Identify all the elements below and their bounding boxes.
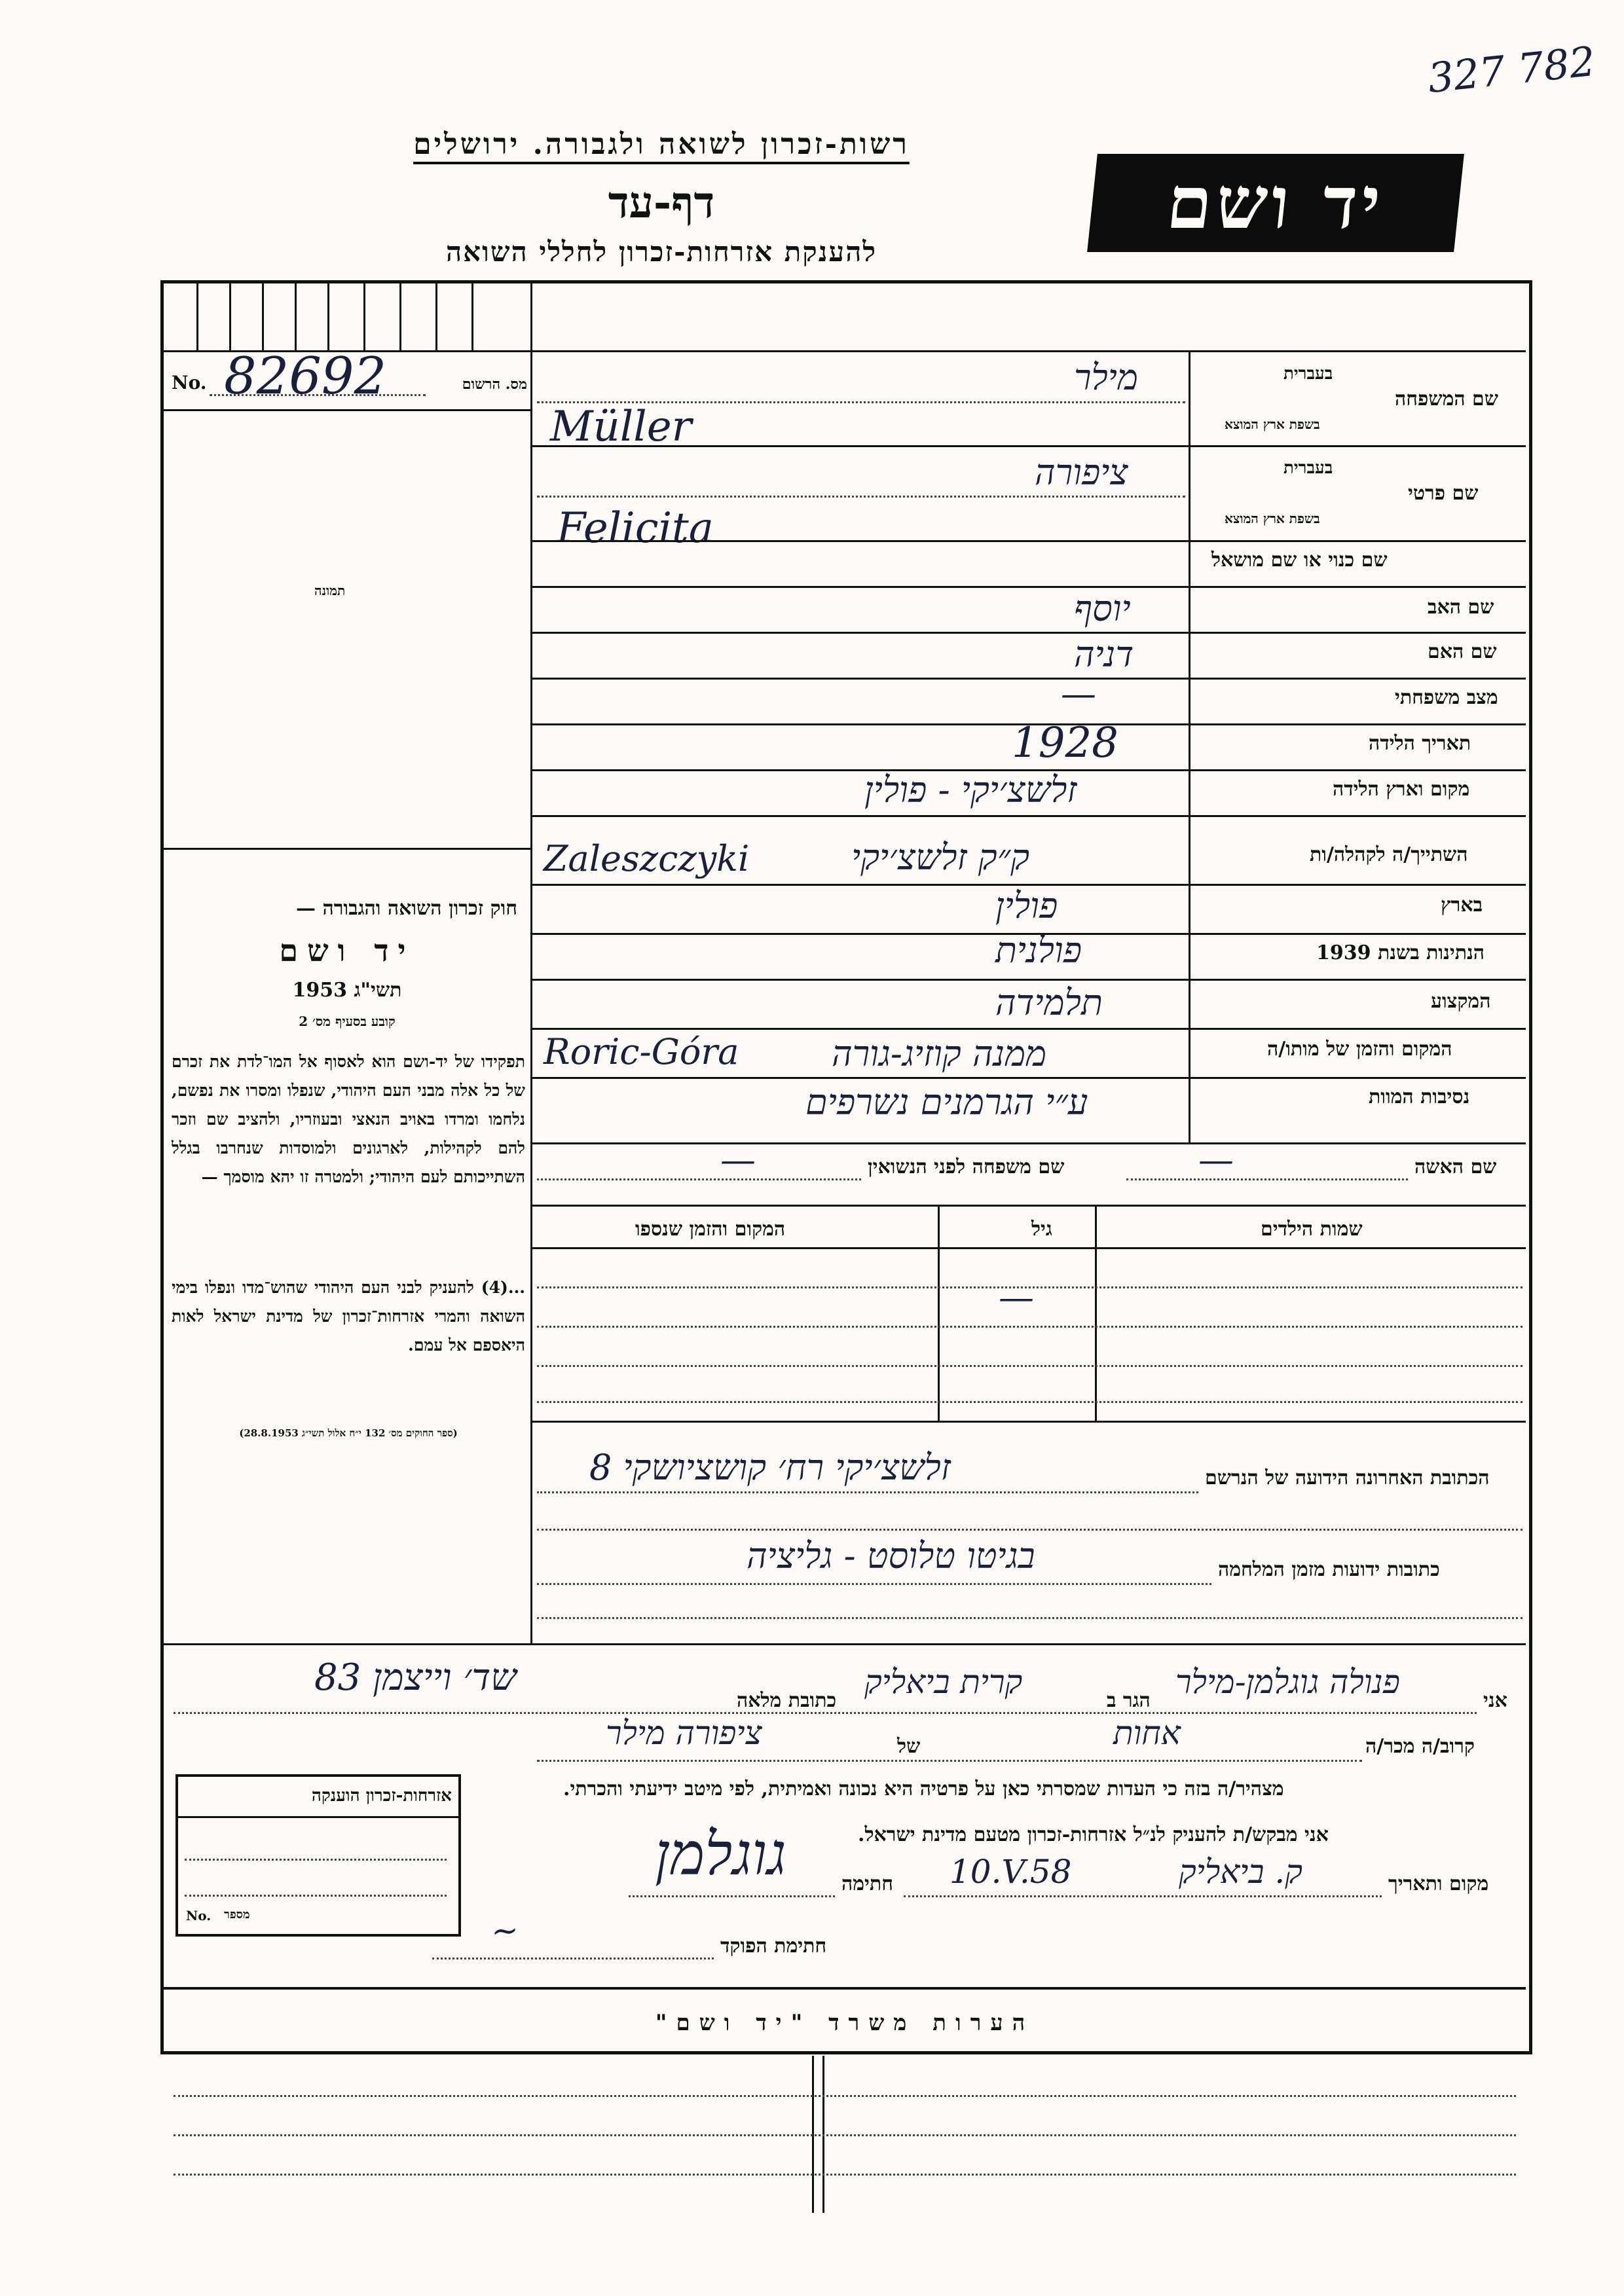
last-address-value: זלשצ׳יקי רח׳ קושציושקי 8: [589, 1447, 951, 1488]
label-divider: [1189, 350, 1190, 1142]
official-signature-mark: ~: [490, 1910, 520, 1951]
firstname-hebrew-label: בעברית: [1283, 458, 1333, 478]
firstname-label: שם פרטי: [1408, 482, 1479, 505]
declaration-line-1: מצהיר/ה בזה כי העדות שמסרתי כאן על פרטיה היא נכונה ואמיתית, לפי מיטב ידיעתי והכרתי.: [563, 1777, 1284, 1800]
law-name: יד ושם: [279, 933, 415, 968]
declarant-name: פנולה גוגלמן-מילר: [1175, 1663, 1400, 1701]
children-names-header: שמות הילדים: [1261, 1218, 1363, 1241]
community-hebrew: ק״ק זלשצ׳יקי: [851, 837, 1030, 878]
community-label: השתייך/ה לקהלה/ות: [1310, 843, 1468, 866]
children-place-header: המקום והזמן שנספו: [635, 1218, 786, 1241]
citizenship-label: הנתינות בשנת 1939: [1316, 941, 1485, 964]
firstname-hebrew: ציפורה: [1035, 452, 1128, 493]
grant-box-title: אזרחות-זכרון הוענקה: [311, 1786, 452, 1806]
yad-vashem-logo: [1087, 154, 1464, 252]
birthdate-value: 1928: [1012, 719, 1118, 767]
birthplace-value: זלשצ׳יקי - פולין: [864, 769, 1077, 811]
form-title: דף-עד: [608, 177, 715, 228]
firstname-latin: Felicita: [557, 504, 714, 553]
mother-name: דניה: [1074, 634, 1134, 675]
firstname-origin-label: בשפת ארץ המוצא: [1225, 511, 1320, 526]
law-citation: (ספר החוקים מס׳ 132 י״ח אלול תשי״ג 28.8.1953): [239, 1427, 458, 1439]
war-address-label: כתובות ידועות מזמן המלחמה: [1218, 1558, 1440, 1581]
surname-origin-label: בשפת ארץ המוצא: [1225, 416, 1320, 432]
relation-label: קרוב/ה מכר/ה: [1365, 1735, 1475, 1758]
mother-label: שם האם: [1428, 640, 1497, 663]
place-value: ק. ביאליק: [1179, 1853, 1303, 1891]
child-age-2: —: [999, 1277, 1034, 1318]
full-address-label: כתובת מלאה: [737, 1689, 837, 1712]
column-divider: [530, 283, 532, 1645]
father-name: יוסף: [1074, 588, 1131, 629]
declarant-signature: גוגלמן: [655, 1820, 786, 1889]
authority-title: רשות-זכרון לשואה ולגבורה. ירושלים: [413, 128, 910, 161]
remarks-title: הערות משרד "יד ושם": [655, 2010, 1035, 2036]
nickname-label: שם כנוי או שם מושאל: [1211, 549, 1388, 572]
form-subtitle: להענקת אזרחות-זכרון לחללי השואה: [445, 236, 877, 268]
place-date-label: מקום ותאריך: [1388, 1872, 1489, 1895]
wife-value: —: [1198, 1139, 1234, 1180]
death-hebrew: ממנה קוזיג-גורה: [832, 1033, 1047, 1074]
declarant-residing: קרית ביאליק: [864, 1663, 1023, 1701]
of-value: ציפורה מילר: [606, 1714, 762, 1752]
country-value: פולין: [995, 885, 1058, 926]
declaration-line-2: אני מבקש/ת להעניק לנ״ל אזרחות-זכרון מטעם מדינת ישראל.: [858, 1823, 1329, 1846]
marital-value: —: [1061, 673, 1096, 714]
death-latin: Roric-Góra: [544, 1031, 739, 1072]
archive-number: 327 782: [1425, 37, 1598, 103]
photo-label: תמונה: [314, 583, 346, 598]
grant-number-label: מספר: [224, 1908, 250, 1922]
declarant-residing-label: הגר ב: [1107, 1689, 1151, 1712]
law-body-1: תפקידו של יד-ושם הוא לאסוף אל המו־לדת את זכרם של כל אלה מבני העם היהודי, שנפלו ומסרו את נפשם, נלחמו ומרדו באויב הנאצי ובעוזריו, ולהציב שם וזכר להם לקהילות, לארגונים ולמוסדות שנחרבו בגלל השתייכותם לעם היהודי; ולמטרה זו יהא מוסמך —: [172, 1052, 525, 1186]
relation-value: אחות: [1113, 1714, 1181, 1752]
registration-no-label: No.: [172, 372, 207, 393]
law-body-2: ...(4) להעניק לבני העם היהודי שהוש־מדו ונפלו בימי השואה והמרי אזרחות־זכרון של מדינת ישראל לאות היאספם אל עמם.: [172, 1278, 525, 1355]
marital-label: מצב משפחתי: [1395, 686, 1498, 709]
community-latin: Zaleszczyki: [544, 838, 750, 879]
full-address-value: שד׳ וייצמן 83: [314, 1656, 517, 1699]
date-value: 10.V.58: [950, 1853, 1072, 1891]
war-address-value: בגיטו טלוסט - גליציה: [747, 1535, 1035, 1576]
official-signature-label: חתימת הפוקד: [720, 1935, 827, 1958]
surname-label: שם המשפחה: [1395, 388, 1499, 410]
father-label: שם האב: [1428, 596, 1494, 619]
birthdate-label: תאריך הלידה: [1369, 732, 1471, 755]
declarant-i-label: אני: [1483, 1689, 1507, 1712]
surname-latin: Müller: [550, 403, 692, 451]
surname-hebrew: מילר: [1074, 357, 1138, 398]
circumstances-label: נסיבות המוות: [1369, 1085, 1470, 1108]
law-year: תשי"ג 1953: [292, 979, 402, 1002]
registration-number: 82692: [224, 347, 387, 406]
logo-text: יד ושם: [1162, 160, 1389, 245]
law-clause: קובע בסעיף מס׳ 2: [299, 1013, 396, 1029]
maiden-value: —: [720, 1139, 756, 1180]
children-age-header: גיל: [1031, 1218, 1052, 1241]
signature-label: חתימה: [841, 1872, 893, 1895]
wife-label: שם האשה: [1414, 1156, 1497, 1178]
death-label: המקום והזמן של מותו/ה: [1267, 1038, 1452, 1061]
last-address-label: הכתובת האחרונה הידועה של הנרשם: [1205, 1467, 1490, 1489]
citizenship-value: פולנית: [995, 930, 1082, 971]
profession-label: המקצוע: [1431, 990, 1491, 1013]
grant-box: [175, 1774, 461, 1937]
country-label: בארץ: [1441, 894, 1483, 917]
grant-no-label: No.: [186, 1908, 212, 1923]
profession-value: תלמידה: [995, 982, 1103, 1023]
circumstances-value: ע״י הגרמנים נשרפים: [805, 1082, 1088, 1123]
registration-label: מס. הרשום: [462, 376, 527, 393]
of-label: של: [897, 1735, 921, 1758]
law-title: חוק זכרון השואה והגבורה —: [296, 897, 517, 920]
maiden-label: שם משפחה לפני הנשואין: [868, 1156, 1065, 1178]
birthplace-label: מקום וארץ הלידה: [1333, 778, 1470, 801]
surname-hebrew-label: בעברית: [1283, 364, 1333, 384]
